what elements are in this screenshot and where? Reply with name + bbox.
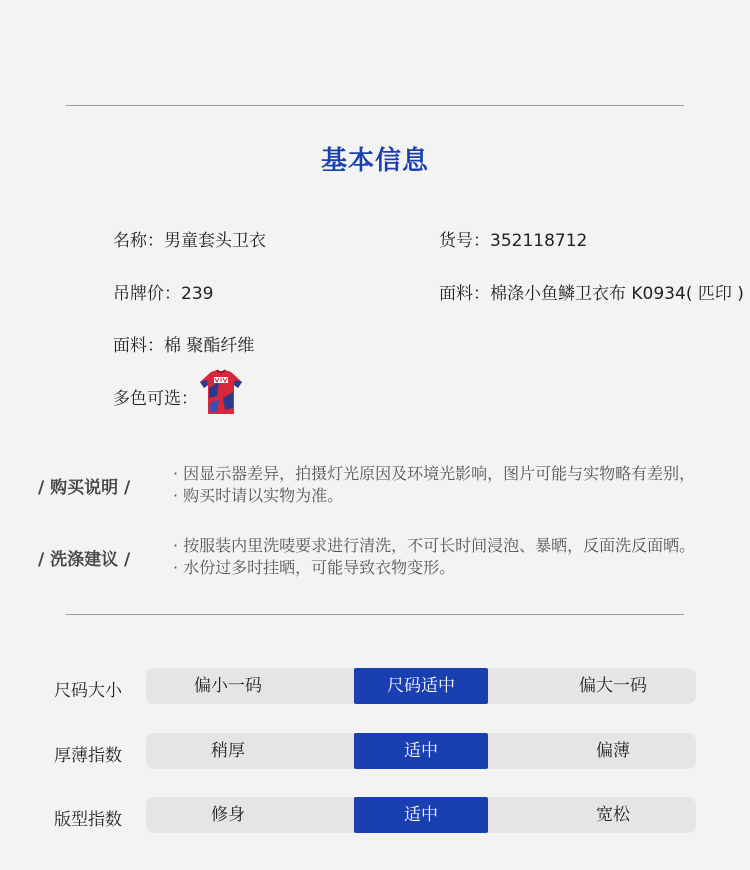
size-fit-row — [0, 668, 750, 704]
info-material — [113, 331, 254, 356]
size-fit-option-selected[interactable]: 尺码适中 — [354, 668, 488, 704]
fabric-value: 棉涤小鱼鳞卫衣布 K0934( 匹印 ) — [490, 284, 744, 304]
material-value: 棉 聚酯纤维 — [164, 336, 255, 356]
sku-value: 352118712 — [490, 231, 588, 251]
section-title: 基本信息 — [320, 146, 429, 176]
middle-divider — [66, 614, 684, 615]
thickness-track — [146, 733, 696, 769]
fit-option-selected[interactable]: 适中 — [354, 797, 488, 833]
size-fit-label: 尺码大小 — [54, 681, 122, 701]
info-fabric — [439, 279, 744, 304]
size-fit-option[interactable]: 偏小一码 — [194, 676, 262, 696]
fabric-label: 面料： — [439, 284, 490, 304]
price-value: 239 — [181, 284, 214, 304]
fit-option[interactable]: 修身 — [211, 805, 245, 825]
info-name — [113, 226, 266, 251]
washing-note-line: · 按服装内里洗唛要求进行清洗，不可长时间浸泡、暴晒，反面洗反面晒。 — [173, 536, 696, 555]
price-label: 吊牌价： — [113, 284, 181, 304]
fit-track — [146, 797, 696, 833]
fit-row — [0, 797, 750, 833]
name-value: 男童套头卫衣 — [164, 231, 266, 251]
name-label: 名称： — [113, 231, 164, 251]
washing-notes-heading: / 洗涤建议 / — [38, 550, 131, 570]
info-sku — [439, 226, 587, 251]
purchase-notes-heading: / 购买说明 / — [38, 478, 131, 498]
top-divider — [66, 105, 684, 106]
size-fit-track — [146, 668, 696, 704]
material-label: 面料： — [113, 336, 164, 356]
fit-label: 版型指数 — [54, 810, 122, 830]
washing-note-line: · 水份过多时挂晒，可能导致衣物变形。 — [173, 558, 456, 577]
thickness-option[interactable]: 偏薄 — [596, 741, 630, 761]
size-fit-option[interactable]: 偏大一码 — [579, 676, 647, 696]
purchase-note-line: · 购买时请以实物为准。 — [173, 486, 344, 505]
purchase-note-line: · 因显示器差异，拍摄灯光原因及环境光影响，图片可能与实物略有差别， — [173, 464, 696, 483]
purchase-notes — [173, 463, 695, 507]
thickness-label: 厚薄指数 — [54, 746, 122, 766]
sku-label: 货号： — [439, 231, 490, 251]
thickness-option-selected[interactable]: 适中 — [354, 733, 488, 769]
info-price — [113, 279, 213, 304]
sweater-color-swatch[interactable] — [197, 368, 245, 416]
fit-option[interactable]: 宽松 — [596, 805, 630, 825]
colors-label: 多色可选： — [113, 389, 198, 409]
info-colors — [113, 384, 198, 409]
washing-notes — [173, 535, 695, 579]
thickness-row — [0, 733, 750, 769]
thickness-option[interactable]: 稍厚 — [211, 741, 245, 761]
